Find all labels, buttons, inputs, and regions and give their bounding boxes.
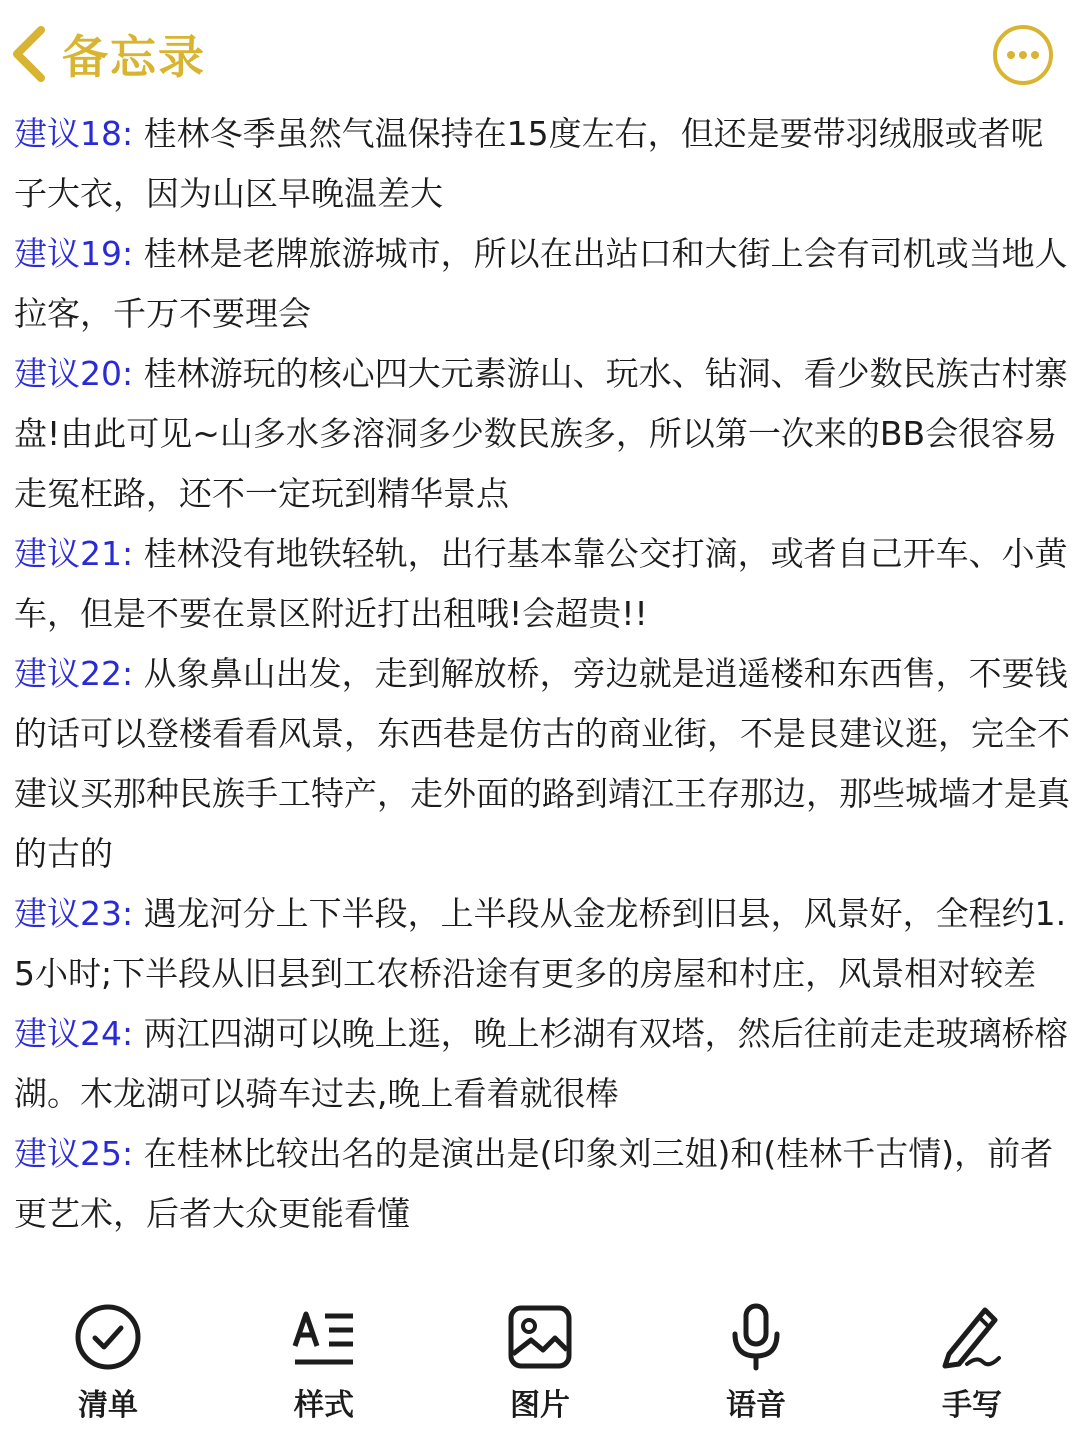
- text-style-icon: [289, 1302, 359, 1372]
- note-paragraph: [14, 884, 1076, 1004]
- suggestion-text: 从象鼻山出发，走到解放桥，旁边就是逍遥楼和东西售，不要钱的话可以登楼看看风景，东西巷是仿古的商业街，不是艮建议逛，完全不建议买那种民族手工特产，走外面的路到靖江王存那边，那些城墙才是真的古的: [14, 654, 1070, 873]
- handwriting-button[interactable]: [902, 1298, 1042, 1428]
- insert-image-button[interactable]: [470, 1298, 610, 1428]
- text-style-button[interactable]: [254, 1298, 394, 1428]
- suggestion-text: 桂林冬季虽然气温保持在15度左右，但还是要带羽绒服或者呢子大衣，因为山区早晚温差大: [14, 114, 1044, 213]
- suggestion-text: 遇龙河分上下半段，上半段从金龙桥到旧县，风景好，全程约1.5小时;下半段从旧县到工农桥沿途有更多的房屋和村庄，风景相对较差: [14, 894, 1067, 993]
- checklist-button[interactable]: [38, 1298, 178, 1428]
- suggestion-label: 建议21:: [14, 534, 144, 573]
- note-paragraph: [14, 524, 1076, 644]
- suggestion-text: 两江四湖可以晚上逛，晚上杉湖有双塔，然后往前走走玻璃桥榕湖。木龙湖可以骑车过去,晚上看着就很棒: [14, 1014, 1068, 1113]
- back-button[interactable]: [8, 22, 206, 86]
- image-icon: [505, 1302, 575, 1372]
- note-paragraph: [14, 644, 1076, 884]
- image-label: 图片: [510, 1388, 570, 1423]
- suggestion-label: 建议19:: [14, 234, 144, 273]
- chevron-left-icon: [8, 24, 48, 84]
- suggestion-text: 在桂林比较出名的是演出是(印象刘三姐)和(桂林千古情)，前者更艺术，后者大众更能看懂: [14, 1134, 1054, 1233]
- suggestion-label: 建议23:: [14, 894, 144, 933]
- microphone-icon: [721, 1302, 791, 1372]
- note-paragraph: [14, 224, 1076, 344]
- voice-label: 语音: [726, 1388, 786, 1423]
- note-paragraph: [14, 104, 1076, 224]
- suggestion-text: 桂林是老牌旅游城市，所以在出站口和大街上会有司机或当地人拉客，千万不要理会: [14, 234, 1068, 333]
- page-title: 备忘录: [62, 30, 206, 84]
- suggestion-label: 建议18:: [14, 114, 144, 153]
- voice-button[interactable]: [686, 1298, 826, 1428]
- suggestion-label: 建议25:: [14, 1134, 144, 1173]
- header: [0, 0, 1080, 108]
- note-paragraph: [14, 344, 1076, 524]
- suggestion-text: 桂林游玩的核心四大元素游山、玩水、钻洞、看少数民族古村寨盘!由此可见~山多水多溶洞多少数民族多，所以第一次来的BB会很容易走冤枉路，还不一定玩到精华景点: [14, 354, 1068, 513]
- checklist-icon: [73, 1302, 143, 1372]
- text-style-label: 样式: [294, 1388, 354, 1423]
- handwriting-label: 手写: [942, 1388, 1002, 1423]
- checklist-label: 清单: [78, 1388, 138, 1423]
- note-paragraph: [14, 1004, 1076, 1124]
- more-icon: [992, 24, 1054, 86]
- more-options-button[interactable]: [992, 24, 1054, 86]
- suggestion-label: 建议20:: [14, 354, 144, 393]
- suggestion-label: 建议24:: [14, 1014, 144, 1053]
- handwriting-pen-icon: [937, 1302, 1007, 1372]
- note-paragraph: [14, 1124, 1076, 1244]
- note-content[interactable]: [14, 104, 1076, 1290]
- suggestion-text: 桂林没有地铁轻轨，出行基本靠公交打滴，或者自己开车、小黄车，但是不要在景区附近打出租哦!会超贵!!: [14, 534, 1068, 633]
- bottom-toolbar: [0, 1290, 1080, 1440]
- suggestion-label: 建议22:: [14, 654, 144, 693]
